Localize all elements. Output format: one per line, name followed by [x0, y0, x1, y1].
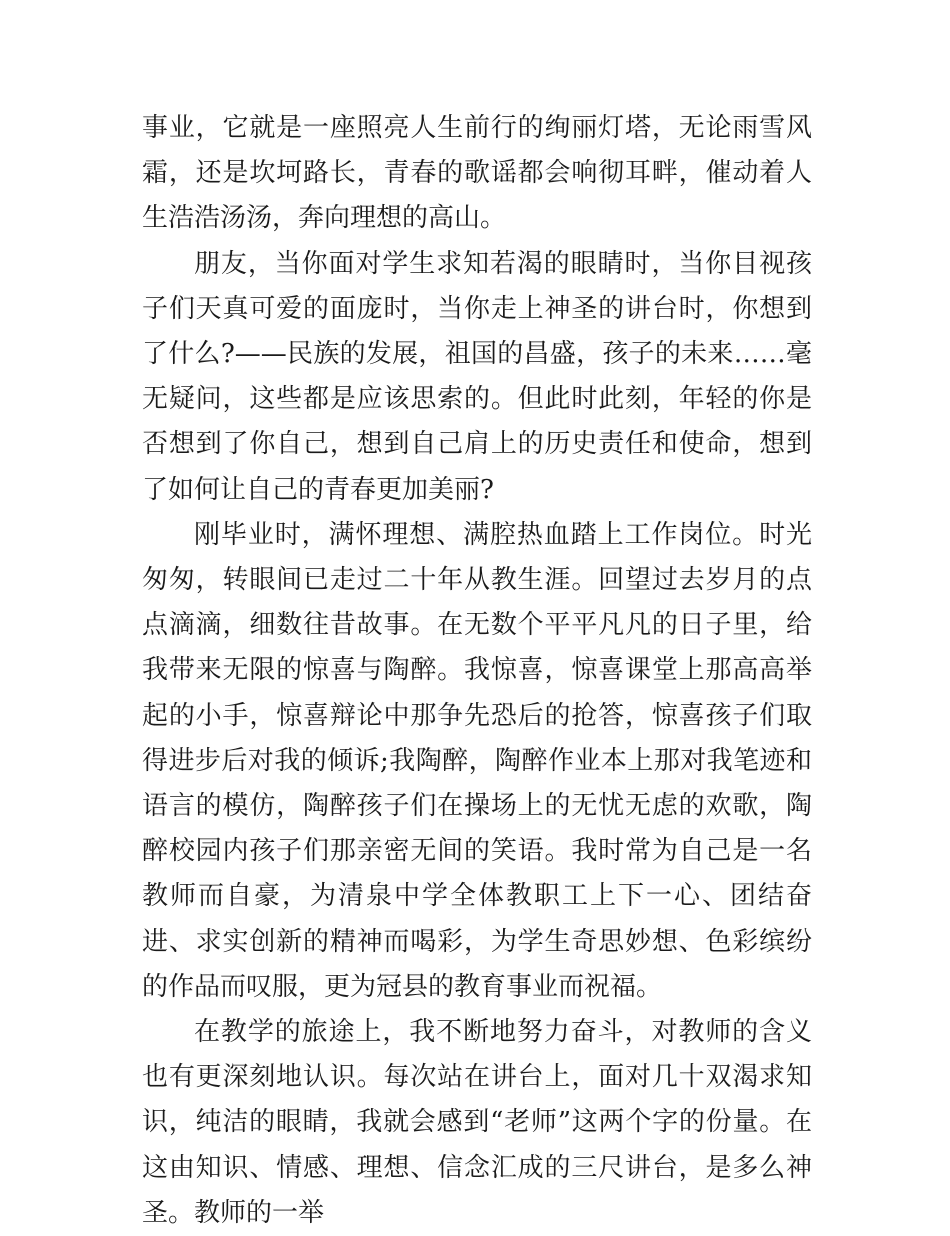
paragraph-teaching-journey: 在教学的旅途上，我不断地努力奋斗，对教师的含义也有更深刻地认识。每次站在讲台上，面对几十双渴求知识，纯洁的眼睛，我就会感到“老师”这两个字的份量。在这由知识、情感、理想、信念汇成的三尺讲台，是多么神圣。教师的一举: [142, 1017, 812, 1228]
document-body: [142, 106, 812, 1236]
paragraph-friend: 朋友，当你面对学生求知若渴的眼睛时，当你目视孩子们天真可爱的面庞时，当你走上神圣的讲台时，你想到了什么?——民族的发展，祖国的昌盛，孩子的未来……毫无疑问，这些都是应该思索的。但此时此刻，年轻的你是否想到了你自己，想到自己肩上的历史责任和使命，想到了如何让自己的青春更加美丽?: [142, 248, 812, 505]
paragraph-graduation: 刚毕业时，满怀理想、满腔热血踏上工作岗位。时光匆匆，转眼间已走过二十年从教生涯。回望过去岁月的点点滴滴，细数往昔故事。在无数个平平凡凡的日子里，给我带来无限的惊喜与陶醉。我惊喜，惊喜课堂上那高高举起的小手，惊喜辩论中那争先恐后的抢答，惊喜孩子们取得进步后对我的倾诉;我陶醉，陶醉作业本上那对我笔迹和语言的模仿，陶醉孩子们在操场上的无忧无虑的欢歌，陶醉校园内孩子们那亲密无间的笑语。我时常为自己是一名教师而自豪，为清泉中学全体教职工上下一心、团结奋进、求实创新的精神而喝彩，为学生奇思妙想、色彩缤纷的作品而叹服，更为冠县的教育事业而祝福。: [142, 519, 812, 1002]
paragraph-continuation: 事业，它就是一座照亮人生前行的绚丽灯塔，无论雨雪风霜，还是坎坷路长，青春的歌谣都会响彻耳畔，催动着人生浩浩汤汤，奔向理想的高山。: [142, 113, 812, 234]
